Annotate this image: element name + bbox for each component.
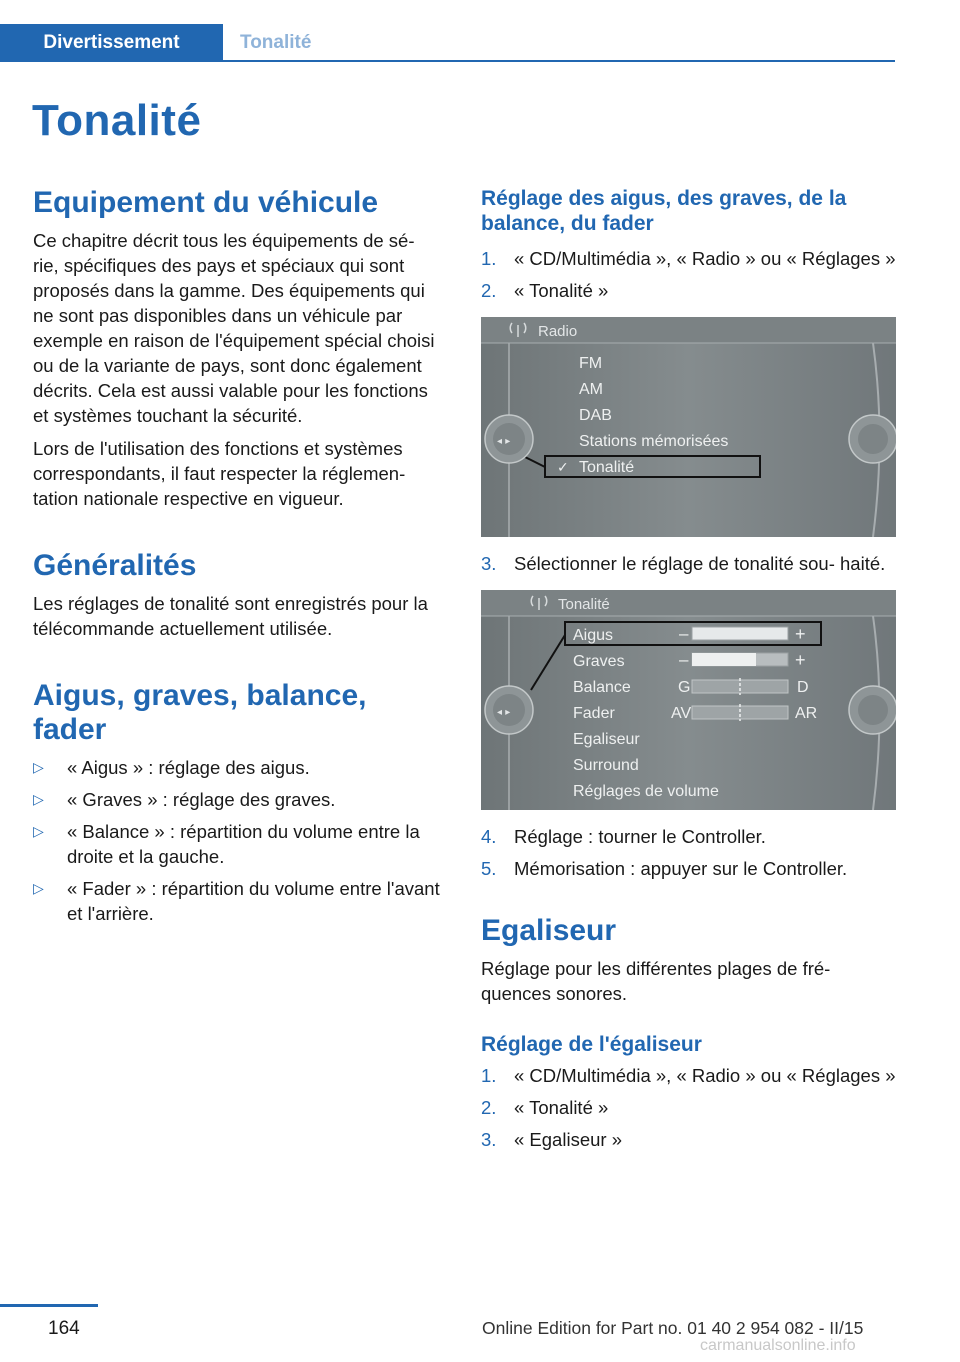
shot2-item: Balance	[573, 679, 631, 696]
chapter-header	[0, 24, 895, 62]
shot1-item: FM	[579, 355, 603, 372]
list-item: ▷ « Fader » : répartition du volume entre l'avant et l'arrière.	[33, 878, 440, 924]
steps-d	[481, 1063, 896, 1152]
egal-subheading: Réglage de l'égaliseur	[481, 1033, 702, 1056]
shot2-item: Surround	[573, 757, 639, 774]
radio-menu-screenshot	[481, 317, 896, 537]
triangle-bullet-icon: ▷	[33, 880, 44, 896]
edition-text: Online Edition for Part no. 01 40 2 954 082 - II/15	[482, 1318, 864, 1338]
list-item: ▷ « Balance » : répartition du volume entre la droite et la gauche.	[33, 821, 420, 867]
step-item: 1. « CD/Multimédia », « Radio » ou « Réglages »	[481, 1065, 896, 1086]
footer-rule	[0, 1304, 98, 1307]
shot2-item: Egaliseur	[573, 731, 640, 748]
left-column	[33, 186, 443, 933]
right-column	[481, 186, 896, 1159]
page-number: 164	[48, 1318, 80, 1339]
agbf-list	[33, 755, 443, 926]
shot2-title: Tonalité	[558, 596, 610, 613]
equip-paragraph-2: Lors de l'utilisation des fonctions et systèmes correspondants, il faut respecter la réglemen‐ tation nationale respective en vigueur.	[33, 438, 406, 509]
equip-heading: Equipement du véhicule	[33, 186, 379, 219]
fader-right: AR	[795, 705, 818, 722]
shot1-item: DAB	[579, 407, 612, 424]
checkmark-icon: ✓	[557, 460, 569, 476]
step-item: 3. Sélectionner le réglage de tonalité sou‐ haité.	[481, 553, 886, 574]
shot2-item: Fader	[573, 705, 615, 722]
shot2-item: Aigus	[573, 627, 614, 644]
equip-paragraph-1: Ce chapitre décrit tous les équipements de sé‐ rie, spécifiques des pays et spéciaux qui sont proposés dans la gamme. Des équipements qui ne sont pas disponibles dans un véhicule par exemple en raison de l'équipement spécial choisi ou de la variante de pays, sont donc également décrits. Cela est aussi valable pour les fonctions et systèmes touchant la sécurité.	[33, 230, 435, 426]
reglage-heading: Réglage des aigus, des graves, de la balance, du fader	[481, 187, 847, 235]
page-title: Tonalité	[32, 96, 202, 145]
graves-plus: +	[795, 650, 806, 670]
balance-left: G	[678, 679, 691, 696]
section-tab[interactable]: Divertissement	[0, 24, 223, 62]
tonalite-menu-screenshot	[481, 590, 896, 810]
steps-b	[481, 551, 896, 576]
step-item: 5. Mémorisation : appuyer sur le Controller.	[481, 858, 848, 879]
svg-text:◂ ▸: ◂ ▸	[497, 436, 511, 447]
shot2-item: Graves	[573, 653, 625, 670]
list-item: ▷ « Aigus » : réglage des aigus.	[33, 757, 310, 778]
aigus-plus: +	[795, 624, 806, 644]
steps-a	[481, 246, 896, 303]
step-item: 3. « Egaliseur »	[481, 1129, 622, 1150]
graves-minus: –	[679, 650, 689, 669]
step-item: 2. « Tonalité »	[481, 280, 609, 301]
triangle-bullet-icon: ▷	[33, 759, 44, 775]
egal-heading: Egaliseur	[481, 914, 617, 947]
list-item: ▷ « Graves » : réglage des graves.	[33, 789, 336, 810]
header-rule	[0, 60, 895, 62]
aigus-slider	[692, 627, 788, 640]
step-item: 1. « CD/Multimédia », « Radio » ou « Réglages »	[481, 248, 896, 269]
graves-slider-fill	[692, 653, 756, 666]
step-item: 4. Réglage : tourner le Controller.	[481, 826, 766, 847]
balance-right: D	[797, 679, 809, 696]
current-tab[interactable]: Tonalité	[240, 32, 312, 53]
shot1-title: Radio	[538, 323, 578, 340]
triangle-bullet-icon: ▷	[33, 823, 44, 839]
shot1-item-selected: Tonalité	[579, 459, 635, 476]
aigus-minus: –	[679, 624, 689, 643]
step-item: 2. « Tonalité »	[481, 1097, 609, 1118]
steps-c	[481, 824, 896, 881]
fader-left: AV	[671, 705, 692, 722]
general-paragraph: Les réglages de tonalité sont enregistrés pour la télécommande actuellement utilisée.	[33, 593, 428, 639]
triangle-bullet-icon: ▷	[33, 791, 44, 807]
shot2-item: Réglages de volume	[573, 783, 719, 800]
general-heading: Généralités	[33, 549, 197, 582]
svg-text:◂ ▸: ◂ ▸	[497, 707, 511, 718]
shot1-item: Stations mémorisées	[579, 433, 729, 450]
agbf-heading: Aigus, graves, balance, fader	[33, 679, 367, 746]
shot1-item: AM	[579, 381, 603, 398]
egal-paragraph: Réglage pour les différentes plages de fré‐ quences sonores.	[481, 958, 831, 1004]
watermark: carmanualsonline.info	[700, 1337, 856, 1354]
